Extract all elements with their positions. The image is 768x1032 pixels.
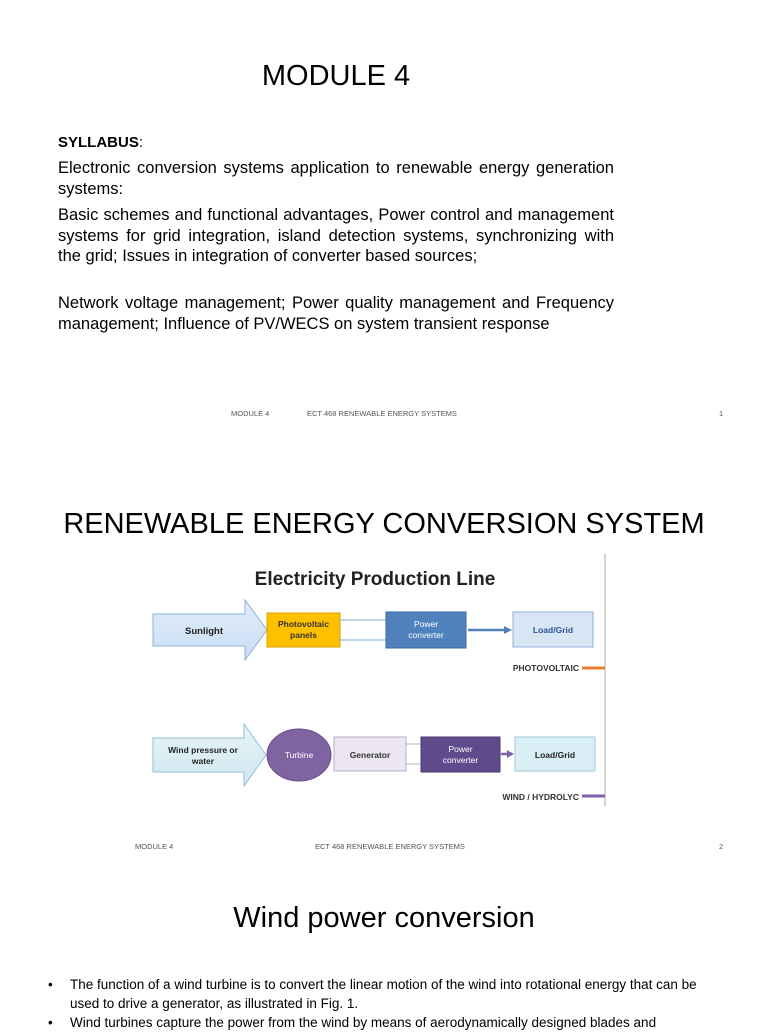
diagram-heading: Electricity Production Line — [254, 569, 496, 590]
wind-arrowhead — [507, 750, 514, 758]
slide-2-page-number: 2 — [719, 842, 724, 851]
pv-power-converter-label-line1: Power — [413, 619, 439, 629]
wind-power-converter-label-line2: converter — [442, 755, 479, 765]
wind-hydrolyc-label: WIND / HYDROLYC — [502, 792, 579, 802]
slide-2-footer-center: ECT 468 RENEWABLE ENERGY SYSTEMS — [315, 842, 465, 851]
pv-row — [153, 600, 605, 673]
slide-2-footer-left: MODULE 4 — [135, 842, 174, 851]
syllabus-colon: : — [138, 134, 144, 151]
syllabus-paragraph-2: Basic schemes and functional advantages, Power control and management systems for grid integration, island detection systems, synchronizing with the grid; Issues in integration of converter based sources; — [58, 206, 614, 265]
wind-power-converter-label-line1: Power — [448, 744, 473, 754]
pv-power-converter-label-line2: converter — [408, 630, 444, 640]
wind-input-label-line2: water — [191, 756, 215, 766]
sunlight-label: Sunlight — [185, 626, 223, 637]
wind-row — [153, 724, 605, 802]
syllabus-paragraph-1: Electronic conversion systems application to renewable energy generation systems: — [58, 159, 614, 198]
wind-load-grid-label: Load/Grid — [534, 750, 576, 760]
slide-1-footer-left: MODULE 4 — [231, 409, 270, 418]
list-item: • Wind turbines capture the power from the wind by means of aerodynamically designed blades and — [48, 1013, 728, 1032]
pv-load-grid-label: Load/Grid — [532, 625, 574, 635]
slide-1-page-number: 1 — [719, 409, 724, 418]
wind-input-label-line1: Wind pressure or — [168, 745, 238, 755]
slide-1-footer-center: ECT 468 RENEWABLE ENERGY SYSTEMS — [307, 409, 457, 418]
slide-2-title: RENEWABLE ENERGY CONVERSION SYSTEM — [63, 508, 705, 540]
syllabus-label: SYLLABUS — [58, 134, 139, 151]
slide-3-title: Wind power conversion — [233, 902, 535, 934]
syllabus-heading — [58, 134, 143, 151]
slide-3-bullet-list — [48, 975, 728, 1032]
photovoltaic-panels-label-line1: Photovoltaic — [277, 619, 330, 629]
slide-1-title: MODULE 4 — [261, 60, 411, 92]
photovoltaic-panels-label-line2: panels — [290, 630, 317, 640]
pv-arrowhead — [504, 626, 512, 634]
turbine-label: Turbine — [284, 750, 314, 760]
wind-input-arrow — [153, 724, 266, 786]
photovoltaic-label: PHOTOVOLTAIC — [512, 663, 579, 673]
electricity-production-diagram — [140, 552, 620, 810]
generator-label: Generator — [349, 750, 391, 760]
syllabus-paragraph-3: Network voltage management; Power quality management and Frequency management; Influence of PV/WECS on system transient response — [58, 294, 614, 333]
list-item: • The function of a wind turbine is to convert the linear motion of the wind into rotational energy that can be used to drive a generator, as illustrated in Fig. 1. — [48, 975, 728, 1013]
